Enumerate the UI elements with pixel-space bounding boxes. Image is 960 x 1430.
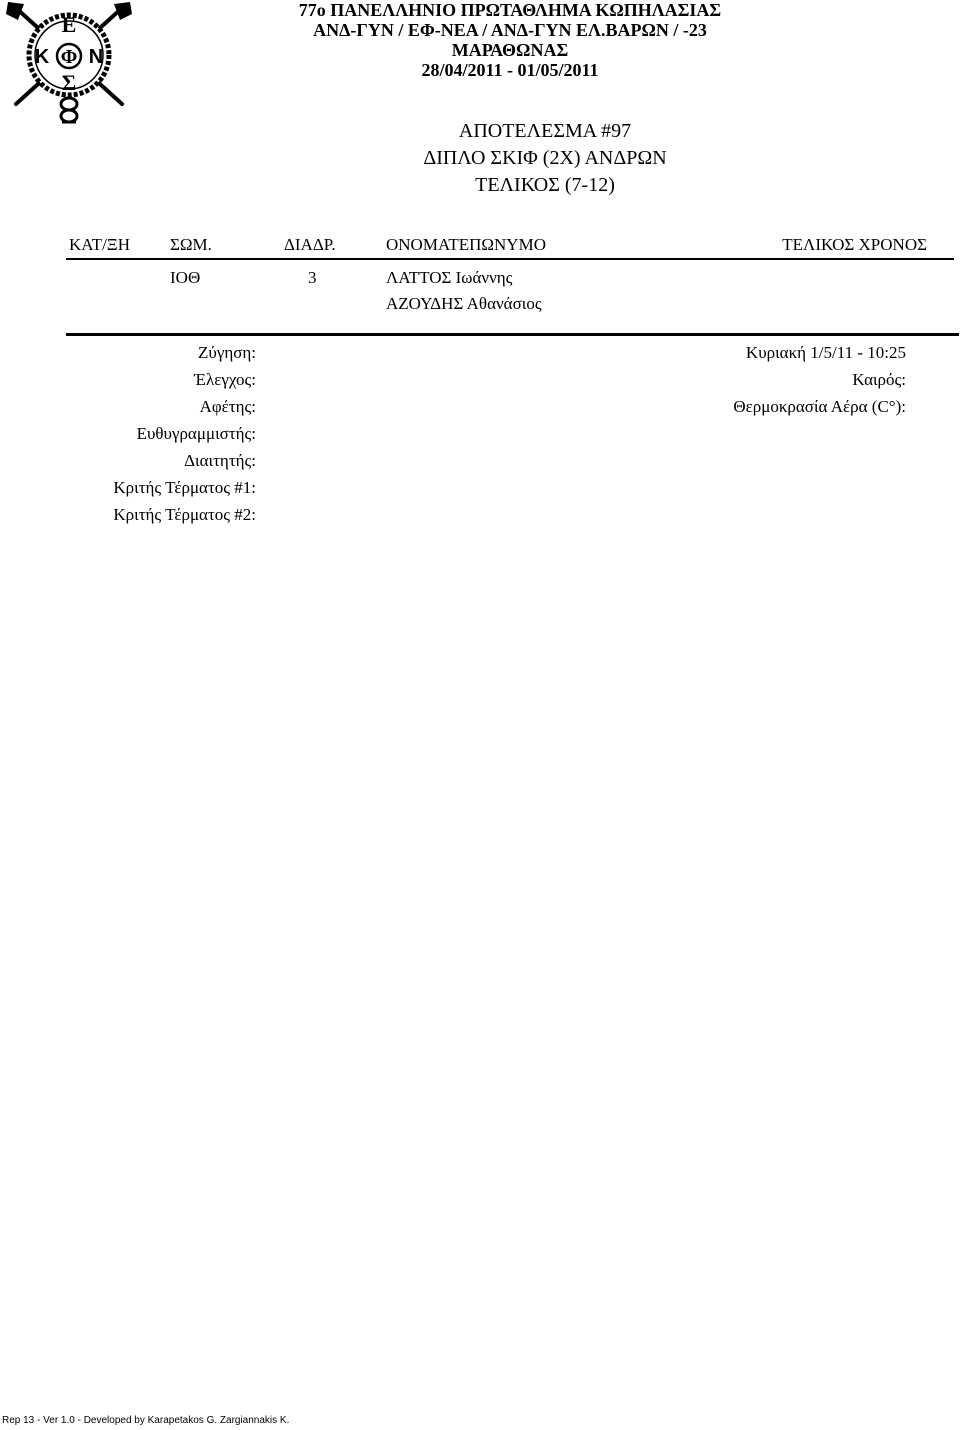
label-air-temperature: Θερμοκρασία Αέρα (C°): bbox=[733, 397, 906, 416]
entry-club: ΙΟΘ bbox=[170, 268, 201, 287]
entry-lane: 3 bbox=[308, 268, 317, 287]
label-aligner: Ευθυγραμμιστής: bbox=[136, 424, 256, 443]
column-final-time: ΤΕΛΙΚΟΣ ΧΡΟΝΟΣ bbox=[782, 235, 927, 254]
logo-letter-left: Κ bbox=[34, 46, 50, 68]
label-finish-judge-2: Κριτής Τέρματος #2: bbox=[113, 505, 256, 524]
result-heading bbox=[250, 118, 840, 199]
label-umpire: Διαιτητής: bbox=[184, 451, 256, 470]
label-control: Έλεγχος: bbox=[194, 370, 256, 389]
entry-athlete-1: ΛΑΤΤΟΣ Ιωάννης bbox=[386, 268, 513, 287]
label-finish-judge-1: Κριτής Τέρματος #1: bbox=[113, 478, 256, 497]
logo-letter-right: Ν bbox=[88, 46, 104, 68]
results-rule bbox=[66, 333, 959, 336]
label-weather: Καιρός: bbox=[852, 370, 906, 389]
event-name: ΔΙΠΛΟ ΣΚΙΦ (2Χ) ΑΝΔΡΩΝ bbox=[423, 147, 667, 169]
championship-title: 77ο ΠΑΝΕΛΛΗΝΙΟ ΠΡΩΤΑΘΛΗΜΑ ΚΩΠΗΛΑΣΙΑΣ bbox=[298, 0, 722, 20]
column-names: ΟΝΟΜΑΤΕΠΩΝΥΜΟ bbox=[386, 235, 546, 254]
event-phase: ΤΕΛΙΚΟΣ (7-12) bbox=[475, 174, 615, 196]
championship-header bbox=[250, 0, 770, 80]
column-rank: ΚΑΤ/ΞΗ bbox=[69, 235, 131, 254]
logo-letter-center: Φ bbox=[60, 46, 78, 68]
label-starter: Αφέτης: bbox=[199, 397, 256, 416]
championship-venue: ΜΑΡΑΘΩΝΑΣ bbox=[451, 40, 569, 60]
race-datetime: Κυριακή 1/5/11 - 10:25 bbox=[745, 343, 906, 362]
championship-categories: ΑΝΔ-ΓΥΝ / ΕΦ-ΝΕΑ / ΑΝΔ-ΓΥΝ ΕΛ.ΒΑΡΩΝ / -23 bbox=[313, 20, 707, 40]
logo-letter-bottom: Σ bbox=[61, 70, 77, 95]
header-rule bbox=[66, 258, 954, 260]
entry-athlete-2: ΑΖΟΥΔΗΣ Αθανάσιος bbox=[386, 294, 542, 313]
championship-dates: 28/04/2011 - 01/05/2011 bbox=[421, 60, 599, 80]
column-lane: ΔΙΑΔΡ. bbox=[284, 235, 336, 254]
report-footer: Rep 13 - Ver 1.0 - Developed by Karapetakos G. Zargiannakis K. bbox=[2, 1415, 290, 1426]
label-weigher: Ζύγηση: bbox=[198, 343, 256, 362]
result-number: ΑΠΟΤΕΛΕΣΜΑ #97 bbox=[458, 120, 632, 142]
federation-logo bbox=[4, 0, 134, 130]
column-club: ΣΩΜ. bbox=[170, 235, 212, 254]
logo-letter-top: Ε bbox=[61, 12, 77, 37]
